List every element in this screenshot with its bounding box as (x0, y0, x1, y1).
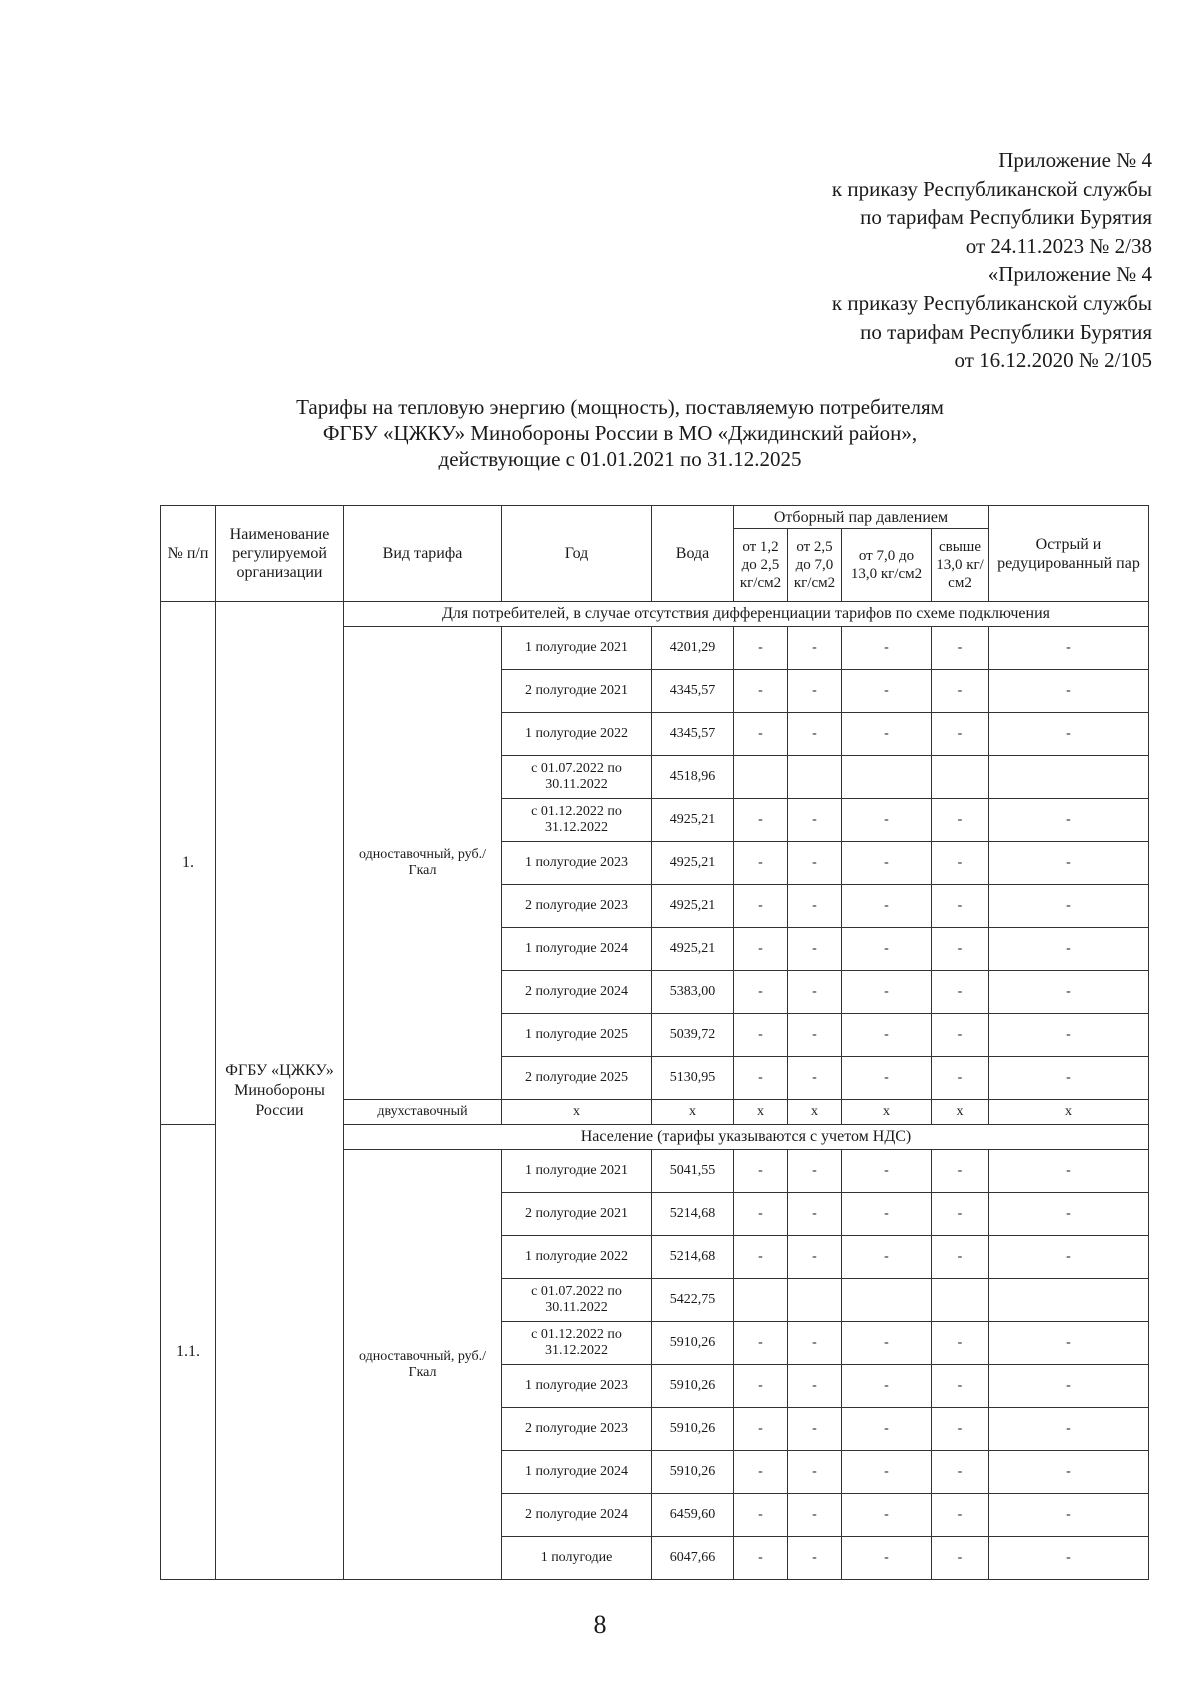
steam-value: - (932, 799, 989, 842)
steam-value: - (989, 1236, 1149, 1279)
steam-value: - (842, 1408, 932, 1451)
water-value: 5214,68 (652, 1193, 734, 1236)
steam-value: - (788, 670, 842, 713)
steam-value: - (788, 1451, 842, 1494)
water-value: 5910,26 (652, 1451, 734, 1494)
steam-value: - (734, 842, 788, 885)
header-steam-2: от 2,5 до 7,0 кг/см2 (788, 529, 842, 602)
appendix-line: к приказу Республиканской службы (831, 290, 1152, 315)
period-cell: 1 полугодие (502, 1537, 652, 1580)
steam-value: - (788, 627, 842, 670)
header-org: Наименование регулируемой организации (216, 506, 344, 602)
document-title (200, 394, 1040, 472)
steam-value: - (734, 1365, 788, 1408)
steam-value: - (842, 1014, 932, 1057)
steam-value: - (989, 971, 1149, 1014)
steam-value: - (932, 1408, 989, 1451)
period-cell: 1 полугодие 2023 (502, 842, 652, 885)
steam-value: - (842, 1193, 932, 1236)
appendix-line: «Приложение № 4 (987, 262, 1152, 287)
steam-value (989, 756, 1149, 799)
steam-value: - (932, 885, 989, 928)
steam-value: - (788, 1057, 842, 1100)
water-value: 5130,95 (652, 1057, 734, 1100)
two-rate-value: х (842, 1100, 932, 1125)
steam-value: - (788, 842, 842, 885)
steam-value: - (932, 1365, 989, 1408)
steam-value: - (842, 1057, 932, 1100)
steam-value: - (932, 1494, 989, 1537)
section-title: Население (тарифы указываются с учетом НДС) (344, 1125, 1149, 1150)
header-year: Год (502, 506, 652, 602)
period-cell: 1 полугодие 2024 (502, 928, 652, 971)
steam-value: - (842, 1494, 932, 1537)
water-value: 5214,68 (652, 1236, 734, 1279)
water-value: 4345,57 (652, 713, 734, 756)
steam-value (788, 756, 842, 799)
steam-value: - (989, 842, 1149, 885)
water-value: 5910,26 (652, 1365, 734, 1408)
steam-value: - (734, 928, 788, 971)
steam-value: - (788, 1193, 842, 1236)
steam-value: - (788, 1014, 842, 1057)
steam-value: - (734, 627, 788, 670)
period-cell: 2 полугодие 2025 (502, 1057, 652, 1100)
steam-value: - (842, 627, 932, 670)
appendix-line: от 24.11.2023 № 2/38 (965, 233, 1152, 258)
steam-value (932, 1279, 989, 1322)
tariff-table (160, 505, 1149, 1580)
header-steam-3: от 7,0 до 13,0 кг/см2 (842, 529, 932, 602)
steam-value: - (788, 799, 842, 842)
steam-value: - (989, 928, 1149, 971)
steam-value: - (932, 713, 989, 756)
period-cell: 1 полугодие 2022 (502, 1236, 652, 1279)
section-title: Для потребителей, в случае отсутствия дифференциации тарифов по схеме подключения (344, 602, 1149, 627)
water-value: 4925,21 (652, 885, 734, 928)
steam-value: - (989, 713, 1149, 756)
row-number: 1. (161, 602, 216, 1125)
water-value: 6459,60 (652, 1494, 734, 1537)
appendix-line: по тарифам Республики Бурятия (860, 319, 1152, 344)
title-line: ФГБУ «ЦЖКУ» Минобороны России в МО «Джидинский район», (322, 421, 918, 445)
tariff-kind: двухставочный (344, 1100, 502, 1125)
header-num: № п/п (161, 506, 216, 602)
steam-value: - (989, 1537, 1149, 1580)
steam-value: - (842, 670, 932, 713)
period-cell: 1 полугодие 2025 (502, 1014, 652, 1057)
water-value: 5383,00 (652, 971, 734, 1014)
steam-value (989, 1279, 1149, 1322)
steam-value: - (932, 1236, 989, 1279)
header-steam-4: свыше 13,0 кг/см2 (932, 529, 989, 602)
steam-value: - (842, 1365, 932, 1408)
steam-value: - (932, 627, 989, 670)
header-steam-group: Отборный пар давлением (734, 506, 989, 529)
steam-value: - (734, 670, 788, 713)
steam-value: - (842, 713, 932, 756)
steam-value: - (989, 1193, 1149, 1236)
steam-value: - (842, 799, 932, 842)
tariff-kind: одноставочный, руб./Гкал (344, 1150, 502, 1580)
period-cell: 2 полугодие 2021 (502, 670, 652, 713)
header-water: Вода (652, 506, 734, 602)
period-cell: с 01.07.2022 по 30.11.2022 (502, 1279, 652, 1322)
steam-value: - (788, 1365, 842, 1408)
steam-value: - (989, 1365, 1149, 1408)
steam-value: - (788, 971, 842, 1014)
water-value: 4925,21 (652, 842, 734, 885)
steam-value: - (734, 971, 788, 1014)
period-cell: 1 полугодие 2024 (502, 1451, 652, 1494)
steam-value: - (932, 842, 989, 885)
appendix-line: к приказу Республиканской службы (831, 176, 1152, 201)
period-cell: 2 полугодие 2023 (502, 1408, 652, 1451)
steam-value: - (842, 1150, 932, 1193)
water-value: 4201,29 (652, 627, 734, 670)
two-rate-value: х (652, 1100, 734, 1125)
section-row (161, 602, 1149, 627)
header-sharp-steam: Острый и редуцированный пар (989, 506, 1149, 602)
steam-value: - (842, 1236, 932, 1279)
period-cell: с 01.12.2022 по 31.12.2022 (502, 799, 652, 842)
period-cell: с 01.07.2022 по 30.11.2022 (502, 756, 652, 799)
steam-value: - (734, 1408, 788, 1451)
steam-value: - (932, 1451, 989, 1494)
period-cell: 2 полугодие 2024 (502, 971, 652, 1014)
steam-value: - (734, 1537, 788, 1580)
appendix-line: по тарифам Республики Бурятия (860, 205, 1152, 230)
steam-value: - (989, 1408, 1149, 1451)
steam-value: - (932, 1150, 989, 1193)
steam-value: - (842, 971, 932, 1014)
steam-value: - (734, 1150, 788, 1193)
header-kind: Вид тарифа (344, 506, 502, 602)
water-value: 5910,26 (652, 1408, 734, 1451)
steam-value: - (734, 1236, 788, 1279)
steam-value: - (989, 1057, 1149, 1100)
steam-value: - (734, 713, 788, 756)
water-value: 4518,96 (652, 756, 734, 799)
steam-value: - (932, 971, 989, 1014)
appendix-line: Приложение № 4 (998, 148, 1152, 172)
steam-value: - (989, 885, 1149, 928)
steam-value: - (989, 627, 1149, 670)
water-value: 5910,26 (652, 1322, 734, 1365)
two-rate-value: х (788, 1100, 842, 1125)
tariff-kind: одноставочный, руб./Гкал (344, 627, 502, 1100)
steam-value: - (932, 1193, 989, 1236)
appendix-line: от 16.12.2020 № 2/105 (954, 348, 1152, 373)
row-number: 1.1. (161, 1125, 216, 1580)
period-cell: 1 полугодие 2022 (502, 713, 652, 756)
period-cell: 2 полугодие 2021 (502, 1193, 652, 1236)
steam-value: - (734, 1193, 788, 1236)
water-value: 4345,57 (652, 670, 734, 713)
appendix-header (832, 146, 1152, 375)
title-line: действующие с 01.01.2021 по 31.12.2025 (438, 447, 802, 471)
steam-value: - (932, 1537, 989, 1580)
steam-value: - (842, 1322, 932, 1365)
steam-value: - (734, 1057, 788, 1100)
steam-value: - (734, 1451, 788, 1494)
steam-value: - (788, 885, 842, 928)
steam-value: - (842, 1537, 932, 1580)
water-value: 6047,66 (652, 1537, 734, 1580)
two-rate-value: х (989, 1100, 1149, 1125)
steam-value: - (788, 1236, 842, 1279)
steam-value: - (788, 928, 842, 971)
period-cell: 1 полугодие 2023 (502, 1365, 652, 1408)
water-value: 5422,75 (652, 1279, 734, 1322)
two-rate-value: х (734, 1100, 788, 1125)
steam-value: - (734, 1322, 788, 1365)
steam-value (788, 1279, 842, 1322)
period-cell: 2 полугодие 2023 (502, 885, 652, 928)
steam-value: - (842, 885, 932, 928)
steam-value (734, 756, 788, 799)
steam-value: - (734, 1494, 788, 1537)
steam-value: - (788, 713, 842, 756)
water-value: 5041,55 (652, 1150, 734, 1193)
steam-value: - (788, 1322, 842, 1365)
two-rate-value: х (932, 1100, 989, 1125)
steam-value: - (989, 1494, 1149, 1537)
steam-value: - (788, 1494, 842, 1537)
water-value: 4925,21 (652, 799, 734, 842)
steam-value: - (989, 1451, 1149, 1494)
steam-value: - (989, 799, 1149, 842)
steam-value: - (932, 1014, 989, 1057)
steam-value: - (932, 1057, 989, 1100)
steam-value: - (842, 928, 932, 971)
steam-value: - (989, 1014, 1149, 1057)
steam-value (842, 756, 932, 799)
steam-value: - (734, 885, 788, 928)
period-cell: 1 полугодие 2021 (502, 627, 652, 670)
period-cell: 1 полугодие 2021 (502, 1150, 652, 1193)
water-value: 5039,72 (652, 1014, 734, 1057)
steam-value: - (734, 1014, 788, 1057)
steam-value: - (989, 1322, 1149, 1365)
steam-value: - (788, 1408, 842, 1451)
period-cell: 2 полугодие 2024 (502, 1494, 652, 1537)
steam-value: - (788, 1150, 842, 1193)
steam-value (932, 756, 989, 799)
steam-value (842, 1279, 932, 1322)
steam-value: - (989, 670, 1149, 713)
steam-value: - (842, 1451, 932, 1494)
page-number: 8 (593, 1610, 607, 1639)
steam-value: - (932, 1322, 989, 1365)
period-cell: с 01.12.2022 по 31.12.2022 (502, 1322, 652, 1365)
steam-value: - (932, 928, 989, 971)
steam-value (734, 1279, 788, 1322)
organization-name: ФГБУ «ЦЖКУ» Минобороны России (216, 602, 344, 1580)
steam-value: - (989, 1150, 1149, 1193)
steam-value: - (842, 842, 932, 885)
water-value: 4925,21 (652, 928, 734, 971)
header-steam-1: от 1,2 до 2,5 кг/см2 (734, 529, 788, 602)
steam-value: - (788, 1537, 842, 1580)
title-line: Тарифы на тепловую энергию (мощность), поставляемую потребителям (296, 395, 944, 419)
steam-value: - (932, 670, 989, 713)
two-rate-value: х (502, 1100, 652, 1125)
steam-value: - (734, 799, 788, 842)
